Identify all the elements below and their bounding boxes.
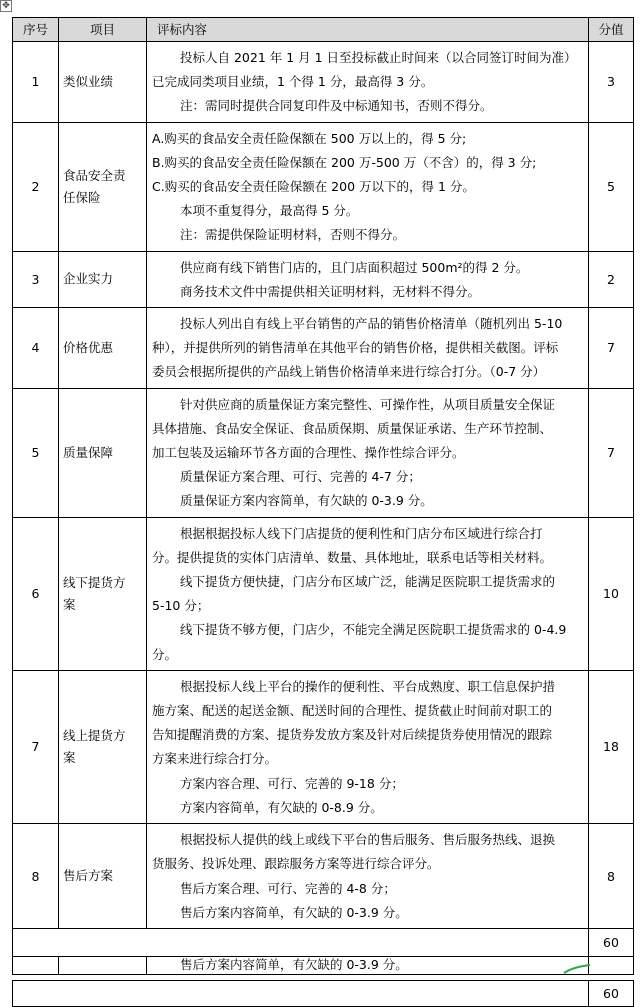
content-line: 方案内容合理、可行、完善的 9-18 分； xyxy=(180,775,404,791)
row-content xyxy=(147,517,589,670)
row-number: 1 xyxy=(13,42,59,123)
row-score: 5 xyxy=(589,122,634,251)
content-line: 已完成同类项目业绩，1 个得 1 分，最高得 3 分。 xyxy=(152,74,434,90)
content-line: 供应商有线下销售门店的，且门店面积超过 500m²的得 2 分。 xyxy=(180,259,529,275)
row-item-text: 案 xyxy=(63,596,76,612)
row-number: 8 xyxy=(13,824,59,929)
total-row xyxy=(13,928,634,956)
content-line: 线下提货不够方便，门店少，不能完全满足医院职工提货需求的 0-4.9 xyxy=(180,622,567,638)
row-item-text: 类似业绩 xyxy=(63,73,114,89)
total-score: 60 xyxy=(589,928,634,956)
content-line: 5-10 分； xyxy=(152,598,210,614)
green-tick-mark xyxy=(563,964,591,974)
table-header-row xyxy=(13,18,634,42)
content-line: 委员会根据所提供的产品线上销售价格清单来进行综合打分。（0-7 分） xyxy=(152,364,546,380)
row-item-text: 任保险 xyxy=(63,189,101,205)
row-content xyxy=(147,308,589,389)
content-line: 本项不重复得分，最高得 5 分。 xyxy=(180,203,359,219)
content-line: 根据根据投标人线下门店提货的便利性和门店分布区域进行综合打 xyxy=(180,525,543,541)
total-row-2 xyxy=(13,980,634,1006)
row-score: 7 xyxy=(589,388,634,517)
table-move-handle-icon[interactable]: ✥ xyxy=(0,0,12,12)
content-line: 针对供应商的质量保证方案完整性、可操作性，从项目质量安全保证 xyxy=(180,396,556,412)
table-row xyxy=(13,517,634,670)
header-score: 分值 xyxy=(589,18,634,42)
content-line: 分。提供提货的实体门店清单、数量、具体地址，联系电话等相关材料。 xyxy=(152,549,553,565)
empty-cell xyxy=(59,956,147,974)
row-score: 10 xyxy=(589,517,634,670)
row-score: 3 xyxy=(589,42,634,123)
row-number: 7 xyxy=(13,670,59,823)
content-line: 售后方案合理、可行、完善的 4-8 分； xyxy=(180,880,396,896)
row-item xyxy=(59,670,147,823)
table-row xyxy=(13,251,634,307)
content-line: 商务技术文件中需提供相关证明材料，无材料不得分。 xyxy=(180,283,481,299)
content-line: 质量保证方案内容简单，有欠缺的 0-3.9 分。 xyxy=(180,493,433,509)
content-line: 线下提货方便快捷，门店分布区域广泛，能满足医院职工提货需求的 xyxy=(180,574,556,590)
content-line: 货服务、投诉处理、跟踪服务方案等进行综合评分。 xyxy=(152,856,440,872)
row-content xyxy=(147,251,589,307)
content-line: 质量保证方案合理、可行、完善的 4-7 分； xyxy=(180,469,421,485)
row-item-text: 线下提货方 xyxy=(63,574,126,590)
row-score: 18 xyxy=(589,670,634,823)
row-content xyxy=(147,388,589,517)
row-item xyxy=(59,251,147,307)
row-number: 5 xyxy=(13,388,59,517)
row-item-text: 企业实力 xyxy=(63,271,114,287)
table-row xyxy=(13,670,634,823)
row-number: 2 xyxy=(13,122,59,251)
content-line: 具体措施、食品安全保证、食品质保期、质量保证承诺、生产环节控制、 xyxy=(152,420,553,436)
row-number: 6 xyxy=(13,517,59,670)
content-line: 种），并提供所列的销售清单在其他平台的销售价格，提供相关截图。评标 xyxy=(152,340,559,356)
row-item-text: 价格优惠 xyxy=(63,339,114,355)
content-line: 告知提醒消费的方案、提货券发放方案及针对后续提货券使用情况的跟踪 xyxy=(152,727,553,743)
row-score: 8 xyxy=(589,824,634,929)
content-line: A.购买的食品安全责任险保额在 500 万以上的，得 5 分; xyxy=(152,130,467,146)
scoring-table xyxy=(12,17,634,1007)
empty-cell xyxy=(13,956,59,974)
total-score-2: 60 xyxy=(589,980,634,1006)
content-line: 投标人自 2021 年 1 月 1 日至投标截止时间来（以合同签订时间为准） xyxy=(180,50,577,65)
row-item-text: 案 xyxy=(63,749,76,765)
header-no: 序号 xyxy=(13,18,59,42)
row-content xyxy=(147,824,589,929)
content-line: 加工包装及运输环节各方面的合理性、操作性综合评分。 xyxy=(152,445,465,461)
content-line: 注：需提供保险证明材料，否则不得分。 xyxy=(180,227,406,243)
content-line: 根据投标人线上平台的操作的便利性、平台成熟度、职工信息保护措 xyxy=(180,678,556,694)
empty-cell xyxy=(589,956,634,974)
row-item-text: 质量保障 xyxy=(63,444,114,460)
content-line: 施方案、配送的起送金额、配送时间的合理性、提货截止时间前对职工的 xyxy=(152,703,553,719)
overflow-row xyxy=(13,956,634,974)
header-content: 评标内容 xyxy=(147,18,589,42)
table-row xyxy=(13,824,634,929)
row-content xyxy=(147,670,589,823)
row-item-text: 食品安全责 xyxy=(63,167,126,183)
content-line: 售后方案内容简单，有欠缺的 0-3.9 分。 xyxy=(180,904,408,920)
content-line: 分。 xyxy=(152,646,178,662)
row-content xyxy=(147,122,589,251)
row-item-text: 售后方案 xyxy=(63,868,114,883)
table-row xyxy=(13,388,634,517)
total-label-cell xyxy=(13,928,589,956)
row-score: 2 xyxy=(589,251,634,307)
row-item-text: 线上提货方 xyxy=(63,727,126,743)
table-row xyxy=(13,122,634,251)
row-item xyxy=(59,122,147,251)
content-line: 方案来进行综合打分。 xyxy=(152,751,278,767)
row-item xyxy=(59,517,147,670)
row-content xyxy=(147,42,589,123)
table-row xyxy=(13,308,634,389)
table-row xyxy=(13,42,634,123)
content-line: C.购买的食品安全责任险保额在 200 万以下的，得 1 分。 xyxy=(152,179,475,195)
content-line: 方案内容简单，有欠缺的 0-8.9 分。 xyxy=(180,799,383,815)
content-line: B.购买的食品安全责任险保额在 200 万-500 万（不含）的，得 3 分; xyxy=(152,154,537,170)
row-item xyxy=(59,824,147,929)
row-number: 3 xyxy=(13,251,59,307)
total-label-cell xyxy=(13,980,589,1006)
row-number: 4 xyxy=(13,308,59,389)
row-item xyxy=(59,308,147,389)
content-line: 注：需同时提供合同复印件及中标通知书，否则不得分。 xyxy=(180,98,493,114)
content-line: 根据投标人提供的线上或线下平台的售后服务、售后服务热线、退换 xyxy=(180,832,556,848)
overflow-content: 售后方案内容简单，有欠缺的 0-3.9 分。 xyxy=(147,956,589,974)
row-item xyxy=(59,388,147,517)
content-line: 投标人列出自有线上平台销售的产品的销售价格清单（随机列出 5-10 xyxy=(180,316,563,332)
header-item: 项目 xyxy=(59,18,147,42)
row-score: 7 xyxy=(589,308,634,389)
row-item xyxy=(59,42,147,123)
